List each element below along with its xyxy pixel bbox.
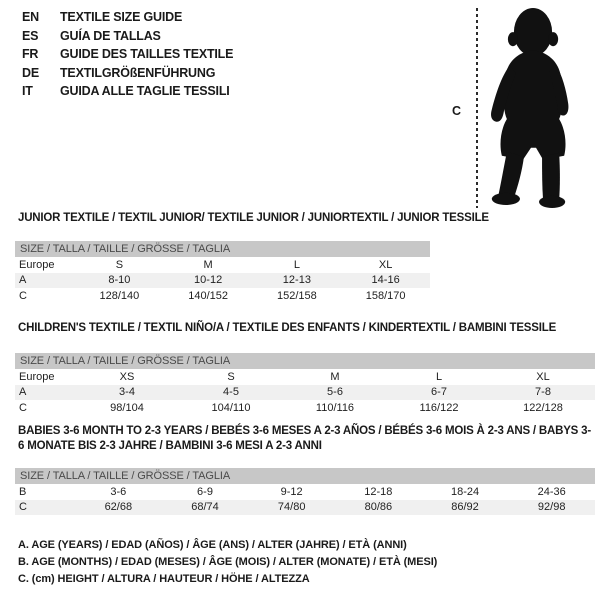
language-code: FR: [22, 47, 39, 62]
guide-title: TEXTILE SIZE GUIDE: [60, 10, 183, 25]
size-table-children: [15, 353, 595, 416]
age-cell: 8-10: [108, 274, 131, 287]
row-label: C: [19, 401, 27, 414]
measurement-figure: [440, 0, 600, 215]
language-row-fr: [22, 45, 233, 64]
note-age-years: A. AGE (YEARS) / EDAD (AÑOS) / ÂGE (ANS) / ALTER (JAHRE) / ETÀ (ANNI): [18, 539, 407, 551]
language-row-it: [22, 82, 233, 101]
size-cell: L: [293, 258, 300, 271]
age-cell: 18-24: [450, 485, 480, 498]
size-cell: M: [203, 258, 213, 271]
table-row-age: [15, 385, 595, 401]
height-cell: 68/74: [191, 501, 219, 514]
section-title-children: CHILDREN'S TEXTILE / TEXTIL NIÑO/A / TEXTILE DES ENFANTS / KINDERTEXTIL / BAMBINI TESSILE: [18, 322, 557, 334]
height-cell: 104/110: [211, 401, 251, 414]
height-cell: 158/170: [365, 289, 406, 302]
guide-title: GUIDA ALLE TAGLIE TESSILI: [60, 84, 230, 99]
height-cell: 86/92: [451, 501, 479, 514]
row-label: A: [19, 386, 27, 399]
language-title-list: [22, 8, 233, 101]
section-title-junior: JUNIOR TEXTILE / TEXTIL JUNIOR/ TEXTILE JUNIOR / JUNIORTEXTIL / JUNIOR TESSILE: [18, 212, 489, 224]
table-row-height: [15, 288, 430, 304]
note-age-months: B. AGE (MONTHS) / EDAD (MESES) / ÂGE (MOIS) / ALTER (MONATE) / ETÀ (MESI): [18, 556, 438, 568]
section-title-babies: BABIES 3-6 MONTH TO 2-3 YEARS / BEBÉS 3-6 MESES A 2-3 AÑOS / BÉBÉS 3-6 MOIS À 2-3 ANS / BABYS 3-6 MONATE BIS 2-3 JAHRE / BAMBINI 3-6 MESI A 2-3 ANNI: [18, 425, 591, 452]
age-cell: 7-8: [535, 386, 551, 399]
table-row-age: [15, 273, 430, 289]
height-cell: 80/86: [364, 501, 393, 514]
size-cell: XL: [536, 370, 550, 383]
age-cell: 3-4: [119, 386, 135, 399]
height-cell: 110/116: [315, 401, 355, 414]
language-row-en: [22, 8, 233, 27]
language-code: IT: [22, 84, 33, 99]
size-header-bar: SIZE / TALLA / TAILLE / GRÖSSE / TAGLIA: [15, 241, 430, 257]
table-row-height: [15, 500, 595, 516]
language-row-de: [22, 64, 233, 83]
language-code: DE: [22, 65, 39, 80]
guide-title: TEXTILGRÖßENFÜHRUNG: [60, 65, 216, 80]
size-cell: XL: [378, 258, 393, 271]
height-cell: 116/122: [419, 401, 459, 414]
height-measure-label: C: [452, 104, 462, 118]
row-label: C: [19, 289, 27, 302]
height-cell: 74/80: [277, 501, 306, 514]
table-row-height: [15, 400, 595, 416]
language-code: EN: [22, 10, 39, 25]
height-cell: 122/128: [523, 401, 563, 414]
table-row-europe: [15, 257, 430, 273]
age-cell: 4-5: [223, 386, 239, 399]
height-dashed-line: [476, 8, 478, 208]
height-cell: 98/104: [110, 401, 144, 414]
age-cell: 6-9: [197, 485, 213, 498]
guide-title: GUÍA DE TALLAS: [60, 28, 161, 43]
size-table-babies: [15, 468, 595, 515]
age-cell: 9-12: [280, 485, 303, 498]
language-row-es: [22, 27, 233, 46]
age-cell: 24-36: [537, 485, 566, 498]
age-cell: 14-16: [371, 274, 400, 287]
row-label: Europe: [19, 370, 55, 383]
legend-notes: [18, 537, 437, 588]
row-label: C: [19, 501, 27, 514]
table-row-age-months: [15, 484, 595, 500]
age-cell: 6-7: [431, 386, 447, 399]
age-cell: 5-6: [327, 386, 343, 399]
table-row-europe: [15, 369, 595, 385]
guide-title: GUIDE DES TAILLES TEXTILE: [60, 47, 234, 62]
height-cell: 128/140: [99, 289, 140, 302]
height-cell: 62/68: [104, 501, 133, 514]
size-cell: S: [115, 258, 124, 271]
height-cell: 152/158: [276, 289, 317, 302]
size-cell: S: [227, 370, 235, 383]
age-cell: 10-12: [194, 274, 223, 287]
age-cell: 3-6: [110, 485, 127, 498]
size-header-bar: SIZE / TALLA / TAILLE / GRÖSSE / TAGLIA: [15, 353, 595, 369]
age-cell: 12-18: [364, 485, 393, 498]
row-label: Europe: [19, 258, 55, 271]
age-cell: 12-13: [282, 274, 311, 287]
size-cell: L: [435, 370, 443, 383]
height-cell: 140/152: [188, 289, 228, 302]
row-label: B: [19, 485, 27, 498]
note-height-cm: C. (cm) HEIGHT / ALTURA / HAUTEUR / HÖHE / ALTEZZA: [18, 573, 310, 585]
row-label: A: [19, 274, 27, 287]
size-table-junior: [15, 241, 430, 304]
height-cell: 92/98: [537, 501, 566, 514]
size-header-bar: SIZE / TALLA / TAILLE / GRÖSSE / TAGLIA: [15, 468, 595, 484]
size-cell: M: [330, 370, 340, 383]
language-code: ES: [22, 28, 39, 43]
toddler-silhouette-icon: [482, 5, 579, 211]
size-cell: XS: [119, 370, 135, 383]
